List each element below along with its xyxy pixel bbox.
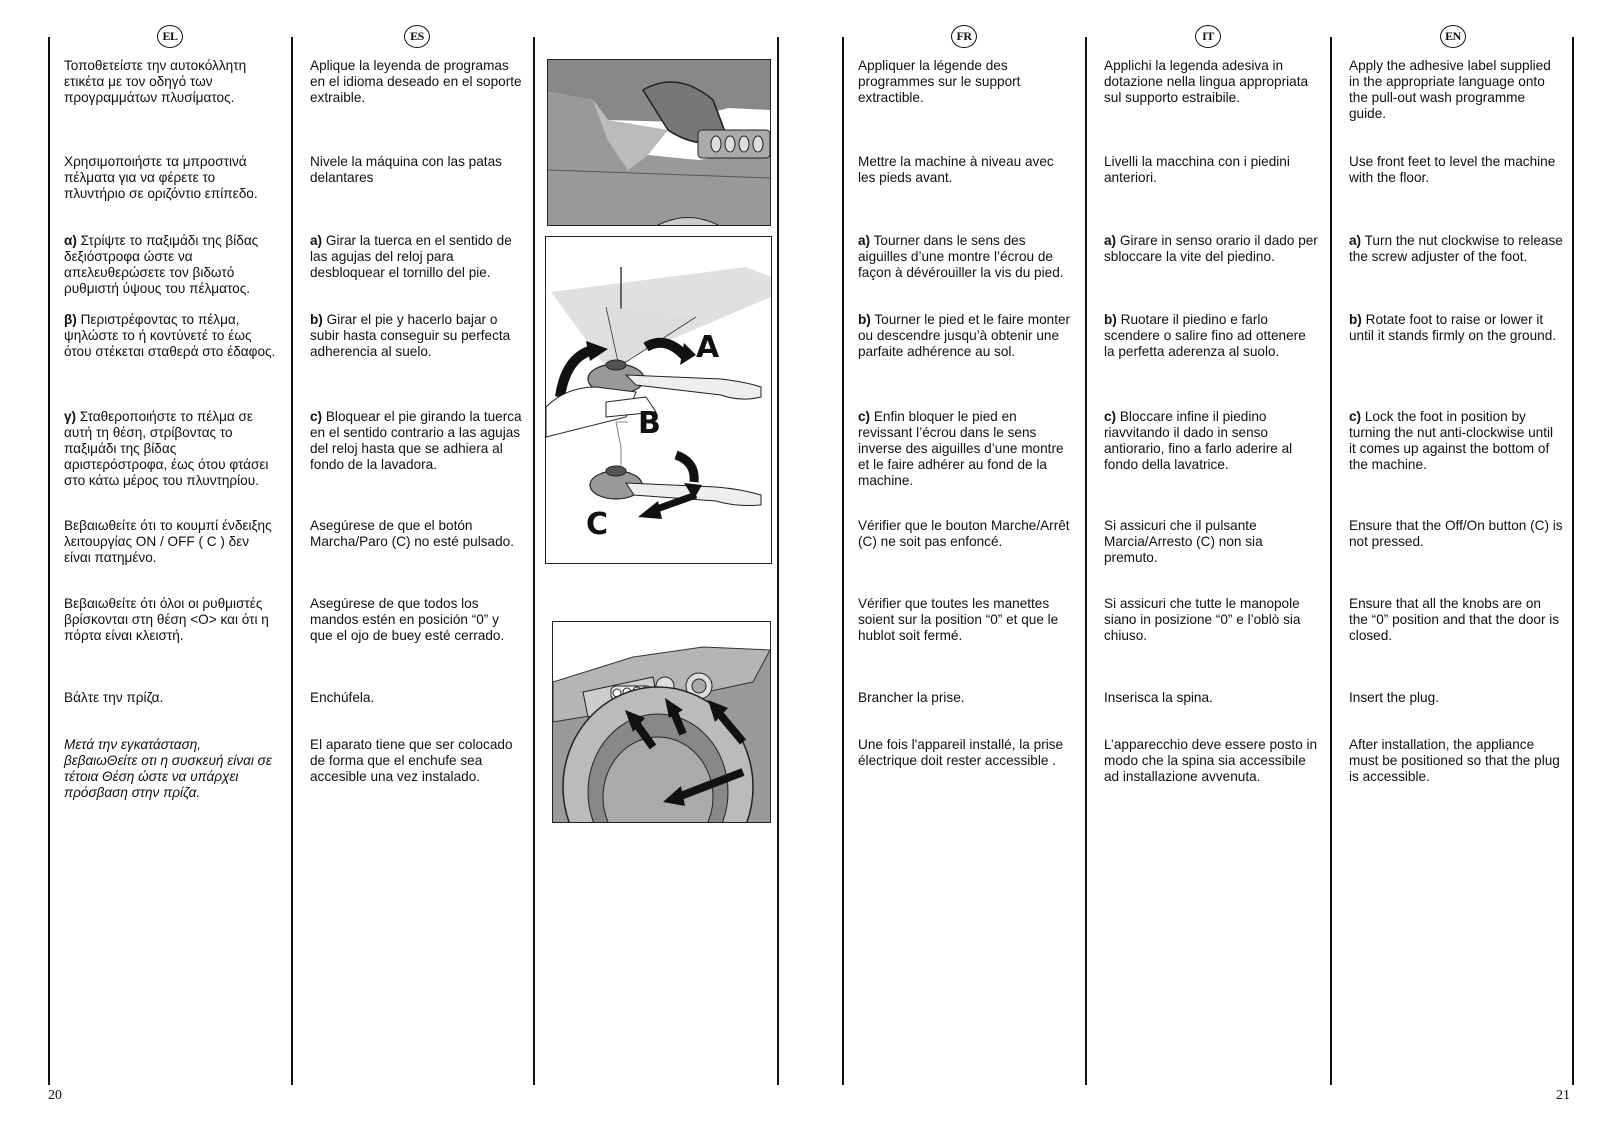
step-c-text <box>310 409 524 473</box>
step-access-text: L’apparecchio deve essere posto in modo che la spina sia accessibile ad installazione avvenuta. <box>1104 737 1318 784</box>
step-c-text <box>1104 409 1318 473</box>
step-access-text: Μετά την εγκατάσταση, βεβαιωΘείτε οτι η συσκευή είναι σε τέτοια Θέση ώστε να υπάρχει πρόσβαση στην πρίζα. <box>64 737 272 800</box>
step-plug-text: Βάλτε την πρίζα. <box>64 690 164 705</box>
step-b-label: b) <box>1104 312 1117 327</box>
language-badge-es: ES <box>404 25 430 48</box>
figure-front-panel <box>552 621 771 823</box>
figure-label-b: B <box>638 406 661 441</box>
step-knobs-text: Asegúrese de que todos los mandos estén en posición “0” y que el ojo de buey esté cerrado. <box>310 596 505 643</box>
column-divider <box>291 37 293 1085</box>
step-onoff-text: Ensure that the Off/On button (C) is not pressed. <box>1349 518 1563 549</box>
step-a-body: Girar la tuerca en el sentido de las agujas del reloj para desbloquear el tornillo del pie. <box>310 233 512 280</box>
step-b-label: b) <box>310 312 323 327</box>
step-c-body: Bloccare infine il piedino riavvitando il dado in senso antiorario, fino a farlo aderire al fondo della lavatrice. <box>1104 409 1293 472</box>
step-plug-text: Insert the plug. <box>1349 690 1439 705</box>
step-label-text: Aplique la leyenda de programas en el idioma deseado en el soporte extraible. <box>310 58 522 105</box>
step-access-text: After installation, the appliance must be positioned so that the plug is accessible. <box>1349 737 1560 784</box>
step-level-text: Mettre la machine à niveau avec les pieds avant. <box>858 154 1054 185</box>
step-a-text <box>310 233 524 281</box>
step-onoff-text: Vérifier que le bouton Marche/Arrêt (C) ne soit pas enfoncé. <box>858 518 1070 549</box>
step-a-label: a) <box>858 233 871 248</box>
step-c-text <box>858 409 1072 489</box>
column-divider <box>777 37 779 1085</box>
step-access-text: El aparato tiene que ser colocado de forma que el enchufe sea accesible una vez instalado. <box>310 737 513 784</box>
step-a-body: Tourner dans le sens des aiguilles d’une montre l’écrou de façon à dévérouiller la vis du pied. <box>858 233 1064 280</box>
step-level-text: Nivele la máquina con las patas delantares <box>310 154 502 185</box>
figure-label-c: C <box>586 507 609 542</box>
figure-foot-adjustment <box>545 236 772 564</box>
column-divider <box>1085 37 1087 1085</box>
step-label-text: Τοποθετείστε την αυτοκόλλητη ετικέτα με τον οδηγό των προγραμμάτων πλυσίματος. <box>64 58 247 105</box>
step-c-label: γ) <box>64 409 77 424</box>
step-c-text <box>1349 409 1563 473</box>
step-c-text <box>64 409 278 489</box>
step-c-body: Σταθεροποιήστε το πέλμα σε αυτή τη θέση, στρίβοντας το παξιμάδι της βίδας αριστερόστροφα, έως ότου φτάσει στο κάτω μέρος του πλυντηρίου. <box>64 409 269 488</box>
figure-label-a: A <box>696 330 720 365</box>
column-divider <box>48 37 50 1085</box>
step-b-body: Ruotare il piedino e farlo scendere o salire fino ad ottenere la perfetta aderenza al suolo. <box>1104 312 1306 359</box>
step-plug-text: Inserisca la spina. <box>1104 690 1213 705</box>
step-plug-text: Brancher la prise. <box>858 690 965 705</box>
step-a-body: Στρίψτε το παξιμάδι της βίδας δεξιόστροφα ώστε να απελευθερώσετε τον βιδωτό ρυθμιστή ύψους του πέλματος. <box>64 233 259 296</box>
step-c-body: Bloquear el pie girando la tuerca en el sentido contrario a las agujas del reloj hasta que se adhiera al fondo de la lavadora. <box>310 409 522 472</box>
step-b-label: b) <box>1349 312 1362 327</box>
step-b-text <box>1349 312 1563 344</box>
step-b-body: Tourner le pied et le faire monter ou descendre jusqu’à obtenir une parfaite adhérence au sol. <box>858 312 1071 359</box>
page-number-left: 20 <box>48 1088 62 1103</box>
language-badge-el: EL <box>157 25 183 48</box>
step-a-body: Turn the nut clockwise to release the screw adjuster of the foot. <box>1349 233 1563 264</box>
step-knobs-text: Vérifier que toutes les manettes soient sur la position “0” et que le hublot soit fermé. <box>858 596 1059 643</box>
language-badge-fr: FR <box>951 25 977 48</box>
step-label-text: Apply the adhesive label supplied in the appropriate language onto the pull-out wash programme guide. <box>1349 58 1551 121</box>
step-b-label: b) <box>858 312 871 327</box>
figure-label-tray <box>547 59 771 226</box>
step-a-body: Girare in senso orario il dado per sbloccare la vite del piedino. <box>1104 233 1318 264</box>
step-c-label: c) <box>858 409 871 424</box>
step-access-text: Une fois l'appareil installé, la prise électrique doit rester accessible . <box>858 737 1064 768</box>
step-knobs-text: Ensure that all the knobs are on the “0” position and that the door is closed. <box>1349 596 1560 643</box>
step-onoff-text: Asegúrese de que el botón Marcha/Paro (C) no esté pulsado. <box>310 518 515 549</box>
step-c-body: Enfin bloquer le pied en revissant l’écrou dans le sens inverse des aiguilles d’une montre et le faire adhérer au fond de la machine. <box>858 409 1064 488</box>
column-divider <box>842 37 844 1085</box>
step-label-text: Appliquer la légende des programmes sur le support extractible. <box>858 58 1021 105</box>
step-a-label: a) <box>1349 233 1362 248</box>
step-b-text <box>64 312 278 360</box>
page-number-right: 21 <box>1556 1088 1570 1103</box>
step-b-text <box>1104 312 1318 360</box>
step-label-text: Applichi la legenda adesiva in dotazione nella lingua appropriata sul supporto estraibile. <box>1104 58 1309 105</box>
step-onoff-text: Βεβαιωθείτε ότι το κουμπί ένδειξης λειτουργίας ON / OFF ( C ) δεν είναι πατημένο. <box>64 518 272 565</box>
language-badge-en: EN <box>1440 25 1466 48</box>
step-b-body: Περιστρέφοντας το πέλμα, ψηλώστε το ή κοντύνετέ το έως ότου στέκεται σταθερά στο έδαφος. <box>64 312 276 359</box>
step-b-text <box>858 312 1072 360</box>
step-c-label: c) <box>310 409 323 424</box>
step-c-label: c) <box>1104 409 1117 424</box>
step-onoff-text: Si assicuri che il pulsante Marcia/Arresto (C) non sia premuto. <box>1104 518 1263 565</box>
step-b-body: Girar el pie y hacerlo bajar o subir hasta conseguir su perfecta adherencia al suelo. <box>310 312 511 359</box>
step-b-text <box>310 312 524 360</box>
step-level-text: Livelli la macchina con i piedini anteriori. <box>1104 154 1290 185</box>
step-knobs-text: Βεβαιωθείτε ότι όλοι οι ρυθμιστές βρίσκονται στη θέση <O> και ότι η πόρτα είναι κλειστή. <box>64 596 269 643</box>
step-a-text <box>1104 233 1318 265</box>
step-a-text <box>1349 233 1563 265</box>
step-a-label: α) <box>64 233 77 248</box>
step-a-text <box>858 233 1072 281</box>
step-a-label: a) <box>1104 233 1117 248</box>
step-a-text <box>64 233 278 297</box>
column-divider <box>533 37 535 1085</box>
step-b-body: Rotate foot to raise or lower it until it stands firmly on the ground. <box>1349 312 1557 343</box>
step-a-label: a) <box>310 233 323 248</box>
column-divider <box>1330 37 1332 1085</box>
language-badge-it: IT <box>1195 25 1221 48</box>
step-c-body: Lock the foot in position by turning the nut anti-clockwise until it comes up against the bottom of the machine. <box>1349 409 1554 472</box>
step-level-text: Use front feet to level the machine with the floor. <box>1349 154 1556 185</box>
step-knobs-text: Si assicuri che tutte le manopole siano in posizione “0” e l’oblò sia chiuso. <box>1104 596 1301 643</box>
step-c-label: c) <box>1349 409 1362 424</box>
column-divider <box>1572 37 1574 1085</box>
step-plug-text: Enchúfela. <box>310 690 375 705</box>
step-b-label: β) <box>64 312 77 327</box>
step-level-text: Χρησιμοποιήστε τα μπροστινά πέλματα για να φέρετε το πλυντήριο σε οριζόντιο επίπεδο. <box>64 154 258 201</box>
